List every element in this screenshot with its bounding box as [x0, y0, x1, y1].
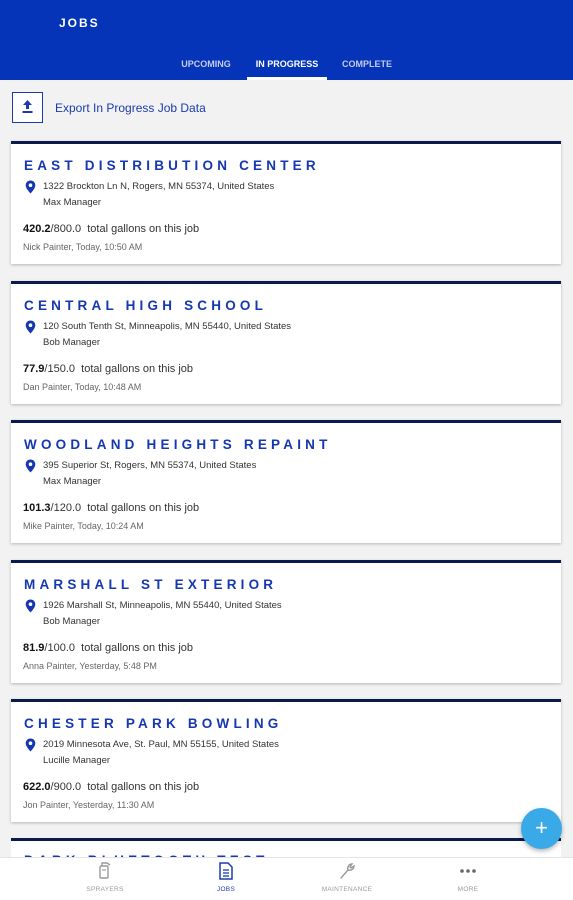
gallons-total: /800.0 [50, 223, 82, 235]
last-updated: Anna Painter, Yesterday, 5:48 PM [23, 661, 157, 671]
nav-label: MORE [457, 886, 479, 893]
last-updated: Nick Painter, Today, 10:50 AM [23, 242, 143, 252]
gallons-label: total gallons on this job [87, 781, 200, 793]
job-card[interactable] [11, 420, 561, 543]
gallons-summary [23, 781, 199, 793]
nav-label: SPRAYERS [86, 886, 124, 893]
gallons-used: 101.3 [23, 502, 51, 514]
gallons-used: 77.9 [23, 363, 45, 375]
job-manager: Lucille Manager [43, 755, 111, 766]
gallons-summary [23, 363, 193, 375]
wrench-icon [302, 862, 392, 884]
job-title: CHESTER PARK BOWLING [24, 716, 283, 731]
tab-bar [0, 54, 573, 80]
last-updated: Jon Painter, Yesterday, 11:30 AM [23, 800, 155, 810]
job-manager: Bob Manager [43, 616, 101, 627]
job-manager: Bob Manager [43, 337, 101, 348]
location-pin-icon [25, 180, 36, 194]
job-card[interactable] [11, 699, 561, 822]
last-updated: Mike Painter, Today, 10:24 AM [23, 521, 144, 531]
job-title: EAST DISTRIBUTION CENTER [24, 158, 320, 173]
nav-item-more[interactable] [423, 862, 513, 893]
tab-complete[interactable]: COMPLETE [341, 59, 392, 69]
job-manager: Max Manager [43, 197, 102, 208]
job-card[interactable] [11, 560, 561, 683]
nav-item-sprayers[interactable] [60, 862, 150, 893]
export-label[interactable]: Export In Progress Job Data [55, 101, 206, 115]
job-address: 120 South Tenth St, Minneapolis, MN 55440, United States [43, 321, 292, 332]
nav-item-jobs[interactable] [181, 862, 271, 893]
export-button[interactable] [12, 92, 43, 123]
gallons-used: 81.9 [23, 642, 45, 654]
gallons-total: /120.0 [50, 502, 82, 514]
export-row[interactable] [0, 82, 573, 134]
last-updated: Dan Painter, Today, 10:48 AM [23, 382, 142, 392]
job-address: 1926 Marshall St, Minneapolis, MN 55440, United States [43, 600, 282, 611]
page-title: JOBS [59, 16, 100, 30]
job-card[interactable] [11, 141, 561, 264]
gallons-summary [23, 502, 199, 514]
gallons-label: total gallons on this job [81, 363, 194, 375]
gallons-label: total gallons on this job [87, 502, 200, 514]
gallons-summary [23, 223, 199, 235]
nav-item-maintenance[interactable] [302, 862, 392, 893]
location-pin-icon [25, 599, 36, 613]
add-job-button[interactable] [521, 808, 562, 849]
gallons-total: /100.0 [44, 642, 76, 654]
tab-upcoming[interactable]: UPCOMING [181, 59, 231, 69]
gallons-label: total gallons on this job [81, 642, 194, 654]
job-address: 2019 Minnesota Ave, St. Paul, MN 55155, United States [43, 739, 279, 750]
location-pin-icon [25, 459, 36, 473]
upload-icon [20, 99, 35, 115]
job-title: MARSHALL ST EXTERIOR [24, 577, 278, 592]
gallons-used: 420.2 [23, 223, 51, 235]
plus-icon: + [535, 815, 548, 840]
nav-label: JOBS [216, 886, 236, 893]
location-pin-icon [25, 320, 36, 334]
app-bar [0, 0, 573, 80]
more-icon [423, 862, 513, 884]
nav-label: MAINTENANCE [321, 886, 373, 893]
job-address: 395 Superior St, Rogers, MN 55374, United States [43, 460, 257, 471]
job-card[interactable] [11, 281, 561, 404]
gallons-total: /150.0 [44, 363, 76, 375]
gallons-label: total gallons on this job [87, 223, 200, 235]
job-title: CENTRAL HIGH SCHOOL [24, 298, 268, 313]
document-icon [181, 862, 271, 884]
job-manager: Max Manager [43, 476, 102, 487]
bottom-nav [0, 857, 573, 900]
location-pin-icon [25, 738, 36, 752]
gallons-total: /900.0 [50, 781, 82, 793]
sprayer-icon [60, 862, 150, 884]
job-title: WOODLAND HEIGHTS REPAINT [24, 437, 332, 452]
gallons-used: 622.0 [23, 781, 51, 793]
gallons-summary [23, 642, 193, 654]
tab-in-progress[interactable]: IN PROGRESS [247, 54, 327, 80]
job-address: 1322 Brockton Ln N, Rogers, MN 55374, United States [43, 181, 275, 192]
